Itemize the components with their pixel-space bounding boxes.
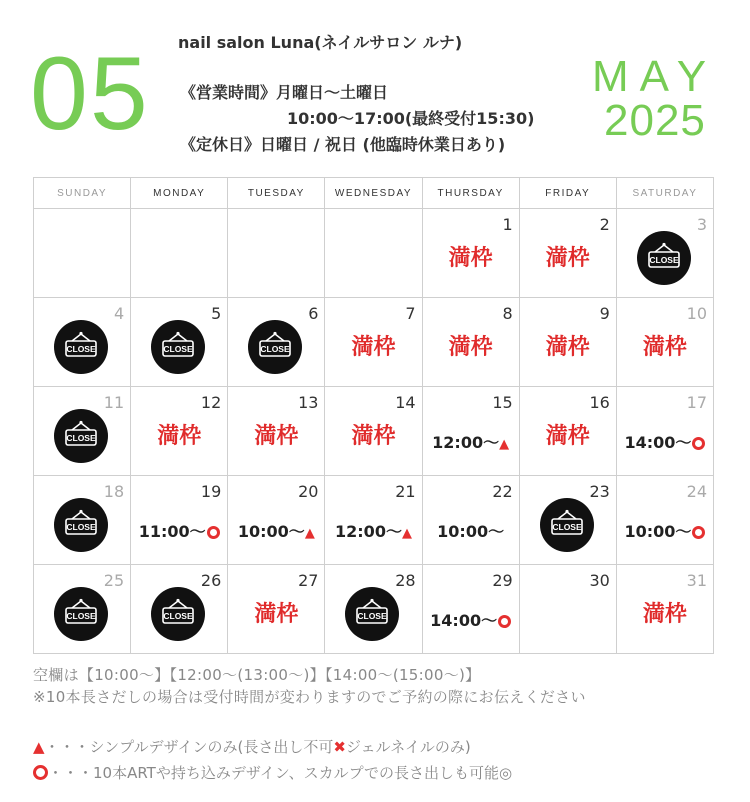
day-number: 9 xyxy=(599,304,610,323)
slot-time: 10:00〜 xyxy=(437,522,505,541)
full-booked-label: 満枠 xyxy=(351,335,396,360)
day-number: 16 xyxy=(589,393,610,412)
holidays-line: 《定休日》日曜日 / 祝日 (他臨時休業日あり) xyxy=(180,135,506,154)
hours-line-days: 《営業時間》月曜日〜土曜日 xyxy=(180,83,389,102)
day-number: 28 xyxy=(395,571,416,590)
day-number: 15 xyxy=(492,393,513,412)
day-number: 6 xyxy=(308,304,319,323)
calendar-day-cell[interactable] xyxy=(422,298,519,387)
calendar-day-cell[interactable] xyxy=(519,476,616,565)
calendar-grid xyxy=(33,177,714,654)
calendar-day-cell xyxy=(34,209,131,298)
weekday-monday: MONDAY xyxy=(131,178,228,209)
svg-text:CLOSE: CLOSE xyxy=(163,611,193,621)
day-number: 13 xyxy=(298,393,319,412)
calendar-day-cell[interactable] xyxy=(422,387,519,476)
calendar-week-row xyxy=(34,476,714,565)
close-sign-icon xyxy=(345,587,399,641)
triangle-icon: ▲ xyxy=(304,526,315,541)
full-booked-label: 満枠 xyxy=(642,602,687,627)
calendar-week-row xyxy=(34,209,714,298)
slot-time: 14:00〜 xyxy=(624,433,692,452)
legend-circle-text: ・・・10本ARTや持ち込みデザイン、スカルプでの長さ出しも可能◎ xyxy=(48,764,513,782)
full-booked-label: 満枠 xyxy=(545,335,590,360)
day-number: 24 xyxy=(686,482,707,501)
available-slot xyxy=(423,519,519,542)
svg-text:CLOSE: CLOSE xyxy=(649,255,679,265)
full-booked-label: 満枠 xyxy=(448,246,493,271)
calendar-day-cell xyxy=(131,209,228,298)
close-sign-icon xyxy=(151,587,205,641)
close-sign-icon xyxy=(54,409,108,463)
calendar-day-cell[interactable] xyxy=(228,565,325,654)
calendar-day-cell[interactable] xyxy=(325,565,422,654)
calendar-day-cell[interactable] xyxy=(325,298,422,387)
calendar-day-cell[interactable] xyxy=(616,565,713,654)
calendar-day-cell[interactable] xyxy=(519,298,616,387)
legend-triangle-text-end: ジェルネイルのみ) xyxy=(345,738,471,756)
circle-icon xyxy=(33,765,48,780)
circle-icon xyxy=(692,526,705,539)
slot-time: 10:00〜 xyxy=(237,522,305,541)
weekday-header-row xyxy=(34,178,714,209)
day-number: 19 xyxy=(200,482,222,501)
full-booked-label: 満枠 xyxy=(448,335,493,360)
calendar-week-row xyxy=(34,387,714,476)
calendar-day-cell[interactable] xyxy=(519,209,616,298)
available-slot xyxy=(423,430,519,453)
triangle-icon: ▲ xyxy=(33,738,45,756)
day-number: 17 xyxy=(686,393,707,412)
day-number: 4 xyxy=(113,304,125,323)
month-name: MAY xyxy=(592,52,718,101)
day-number: 23 xyxy=(589,482,610,501)
calendar-body xyxy=(34,209,714,654)
available-slot xyxy=(228,519,324,542)
calendar-day-cell[interactable] xyxy=(422,209,519,298)
circle-icon xyxy=(692,437,705,450)
calendar-day-cell[interactable] xyxy=(519,565,616,654)
weekday-friday: FRIDAY xyxy=(519,178,616,209)
calendar-day-cell[interactable] xyxy=(131,298,228,387)
day-number: 25 xyxy=(103,571,125,590)
day-number: 22 xyxy=(492,482,513,501)
day-number: 7 xyxy=(405,304,416,323)
close-sign-icon xyxy=(54,587,108,641)
day-number: 11 xyxy=(103,393,125,412)
close-sign-icon xyxy=(540,498,594,552)
available-slot xyxy=(423,608,519,631)
weekday-sunday: SUNDAY xyxy=(34,178,131,209)
available-slot xyxy=(325,519,421,542)
weekday-tuesday: TUESDAY xyxy=(228,178,325,209)
day-number: 20 xyxy=(298,482,319,501)
calendar-week-row xyxy=(34,298,714,387)
cross-icon: ✖ xyxy=(333,738,346,756)
calendar-day-cell[interactable] xyxy=(228,387,325,476)
slot-time: 14:00〜 xyxy=(430,611,498,630)
svg-text:CLOSE: CLOSE xyxy=(66,522,96,532)
svg-text:CLOSE: CLOSE xyxy=(66,433,96,443)
calendar-day-cell[interactable] xyxy=(325,387,422,476)
calendar-day-cell[interactable] xyxy=(616,476,713,565)
day-number: 27 xyxy=(298,571,319,590)
day-number: 3 xyxy=(696,215,707,234)
circle-icon xyxy=(207,526,220,539)
weekday-thursday: THURSDAY xyxy=(422,178,519,209)
svg-text:CLOSE: CLOSE xyxy=(66,344,96,354)
full-booked-label: 満枠 xyxy=(351,424,396,449)
calendar-day-cell[interactable] xyxy=(34,387,131,476)
day-number: 1 xyxy=(502,215,513,234)
circle-icon xyxy=(498,615,511,628)
close-sign-icon xyxy=(54,320,108,374)
triangle-icon: ▲ xyxy=(401,526,412,541)
day-number: 26 xyxy=(200,571,222,590)
business-hours xyxy=(180,80,534,158)
month-number: 05 xyxy=(30,36,150,152)
calendar-day-cell[interactable] xyxy=(616,387,713,476)
svg-text:CLOSE: CLOSE xyxy=(357,611,388,621)
svg-text:CLOSE: CLOSE xyxy=(163,344,193,354)
svg-text:CLOSE: CLOSE xyxy=(552,522,582,532)
svg-text:CLOSE: CLOSE xyxy=(260,344,290,354)
day-number: 12 xyxy=(200,393,222,412)
calendar-day-cell[interactable] xyxy=(228,476,325,565)
calendar-day-cell[interactable] xyxy=(131,476,228,565)
note-extension: ※10本長さだしの場合は受付時間が変わりますのでご予約の際にお伝えください xyxy=(33,688,586,706)
legend-triangle-text: ・・・シンプルデザインのみ(長さ出し不可 xyxy=(44,738,334,756)
full-booked-label: 満枠 xyxy=(157,424,202,449)
day-number: 10 xyxy=(686,304,707,323)
year: 2025 xyxy=(604,96,706,145)
day-number: 31 xyxy=(686,571,707,590)
calendar-day-cell[interactable] xyxy=(34,565,131,654)
day-number: 14 xyxy=(395,393,416,412)
full-booked-label: 満枠 xyxy=(545,424,590,449)
calendar-day-cell[interactable] xyxy=(131,565,228,654)
svg-text:CLOSE: CLOSE xyxy=(66,611,96,621)
weekday-saturday: SATURDAY xyxy=(616,178,713,209)
legend xyxy=(33,734,512,786)
day-number: 2 xyxy=(599,215,610,234)
full-booked-label: 満枠 xyxy=(254,424,299,449)
available-slot xyxy=(131,519,227,542)
full-booked-label: 満枠 xyxy=(545,246,590,271)
calendar-day-cell[interactable] xyxy=(228,298,325,387)
calendar-day-cell xyxy=(325,209,422,298)
calendar-day-cell[interactable] xyxy=(422,565,519,654)
day-number: 21 xyxy=(395,482,416,501)
slot-time: 10:00〜 xyxy=(624,522,692,541)
calendar-day-cell[interactable] xyxy=(131,387,228,476)
close-sign-icon xyxy=(54,498,108,552)
triangle-icon: ▲ xyxy=(499,437,510,452)
close-sign-icon xyxy=(248,320,302,374)
calendar-day-cell[interactable] xyxy=(616,298,713,387)
legend-circle xyxy=(33,760,512,786)
calendar-day-cell xyxy=(228,209,325,298)
salon-name: nail salon Luna(ネイルサロン ルナ) xyxy=(178,33,463,52)
day-number: 30 xyxy=(589,571,610,590)
slot-time: 12:00〜 xyxy=(432,433,500,452)
day-number: 29 xyxy=(492,571,513,590)
calendar-day-cell[interactable] xyxy=(34,298,131,387)
close-sign-icon xyxy=(151,320,205,374)
calendar-day-cell[interactable] xyxy=(422,476,519,565)
close-sign-icon xyxy=(637,231,691,285)
day-number: 18 xyxy=(103,482,125,501)
day-number: 8 xyxy=(502,304,513,323)
calendar-week-row xyxy=(34,565,714,654)
full-booked-label: 満枠 xyxy=(254,602,299,627)
note-vacant-slots: 空欄は【10:00〜】【12:00〜(13:00〜)】【14:00〜(15:00〜)】 xyxy=(33,666,481,684)
legend-triangle xyxy=(33,734,512,760)
calendar-day-cell[interactable] xyxy=(616,209,713,298)
full-booked-label: 満枠 xyxy=(642,335,687,360)
notes xyxy=(33,664,586,708)
calendar-day-cell[interactable] xyxy=(325,476,422,565)
slot-time: 11:00〜 xyxy=(138,522,206,541)
available-slot xyxy=(617,430,713,453)
day-number: 5 xyxy=(211,304,222,323)
weekday-wednesday: WEDNESDAY xyxy=(325,178,422,209)
calendar-day-cell[interactable] xyxy=(519,387,616,476)
hours-line-times: 10:00〜17:00(最終受付15:30) xyxy=(287,109,535,128)
available-slot xyxy=(617,519,713,542)
calendar-day-cell[interactable] xyxy=(34,476,131,565)
slot-time: 12:00〜 xyxy=(335,522,402,541)
